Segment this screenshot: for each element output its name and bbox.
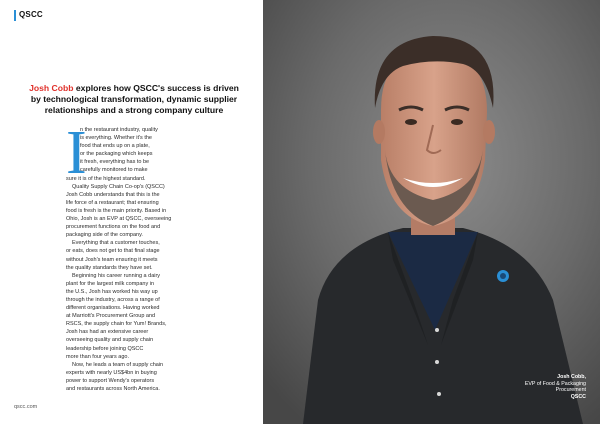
article-line: life force of a restaurant; that ensuring [66, 199, 159, 206]
article-line: power to support Wendy's operators [66, 377, 155, 384]
article-line: at Marriott's Procurement Group and [66, 313, 156, 320]
article-line: overseeing quality and supply chain [66, 337, 154, 344]
caption-name: Josh Cobb, [557, 374, 586, 380]
article-line: carefully monitored to make [80, 167, 148, 174]
photo-caption [525, 374, 586, 400]
drop-cap: I [66, 119, 87, 187]
article-line: Josh has had an extensive career [66, 329, 149, 336]
article-line: or the packaging which keeps [80, 151, 153, 158]
article-line: RSCS, the supply chain for Yum! Brands, [66, 321, 167, 328]
article-line: without Josh's team ensuring it meets [66, 256, 158, 263]
article-line: Josh Cobb understands that this is the [66, 191, 160, 198]
article-line: through the industry, across a range of [66, 296, 160, 303]
article-line: Quality Supply Chain Co-op's (QSCC) [72, 183, 165, 190]
standfirst-line-3: relationships and a strong company culture [44, 105, 224, 116]
article-line: food that ends up on a plate, [80, 143, 150, 150]
article-line: it fresh, everything has to be [80, 159, 150, 166]
article-line: and restaurants across North America. [66, 386, 160, 392]
article-line: food is fresh is the main priority. Based in [66, 207, 167, 214]
footer-url: qscc.com [14, 404, 38, 410]
standfirst-line-1: explores how QSCC's success is driven [73, 83, 239, 93]
article-line: more than four years ago. [66, 353, 129, 360]
article-line: Everything that a customer touches, [72, 240, 160, 247]
article-line: procurement functions on the food and [66, 224, 161, 231]
standfirst-name: Josh Cobb [29, 83, 74, 93]
caption-title-line-2: Procurement [555, 387, 586, 394]
standfirst [18, 83, 250, 117]
caption-org: QSCC [570, 393, 586, 400]
article-line: n the restaurant industry, quality [80, 127, 158, 133]
article-line: Now, he leads a team of supply chain [72, 361, 164, 368]
article-line: Ohio, Josh is an EVP at QSCC, overseeing [66, 216, 172, 223]
shirt-button [435, 360, 439, 364]
portrait-photo [263, 0, 600, 424]
article-body [66, 119, 252, 393]
article-line: or eats, does not get to that final stage [66, 248, 160, 255]
article-line: the U.S., Josh has worked his way up [66, 288, 158, 295]
right-eye [451, 119, 463, 125]
caption-title-line-1: EVP of Food & Packaging [524, 380, 586, 387]
shirt-button [435, 328, 439, 332]
shirt-button [437, 392, 441, 396]
article-line: plant for the largest milk company in [66, 280, 155, 287]
left-ear [373, 120, 385, 144]
article-line: the quality standards they have set. [66, 264, 153, 271]
left-eye [405, 119, 417, 125]
standfirst-line-2: by technological transformation, dynamic supplier [30, 94, 238, 105]
article-line: Beginning his career running a dairy [72, 272, 161, 279]
article-line: different organisations. Having worked [66, 305, 160, 312]
article-line: experts with nearly US$4bn in buying [66, 369, 157, 376]
left-page [0, 0, 263, 424]
portrait-illustration [263, 0, 600, 424]
article-line: is everything. Whether it's the [80, 135, 152, 142]
qscc-lapel-pin-icon [497, 270, 509, 282]
right-ear [483, 120, 495, 144]
article-line: sure it is of the highest standard. [66, 175, 146, 182]
section-label: QSCC [19, 10, 43, 19]
article-line: packaging side of the company. [66, 232, 143, 239]
article-line: leadership before joining QSCC [66, 345, 144, 352]
section-marker [14, 10, 16, 21]
face [381, 50, 487, 226]
